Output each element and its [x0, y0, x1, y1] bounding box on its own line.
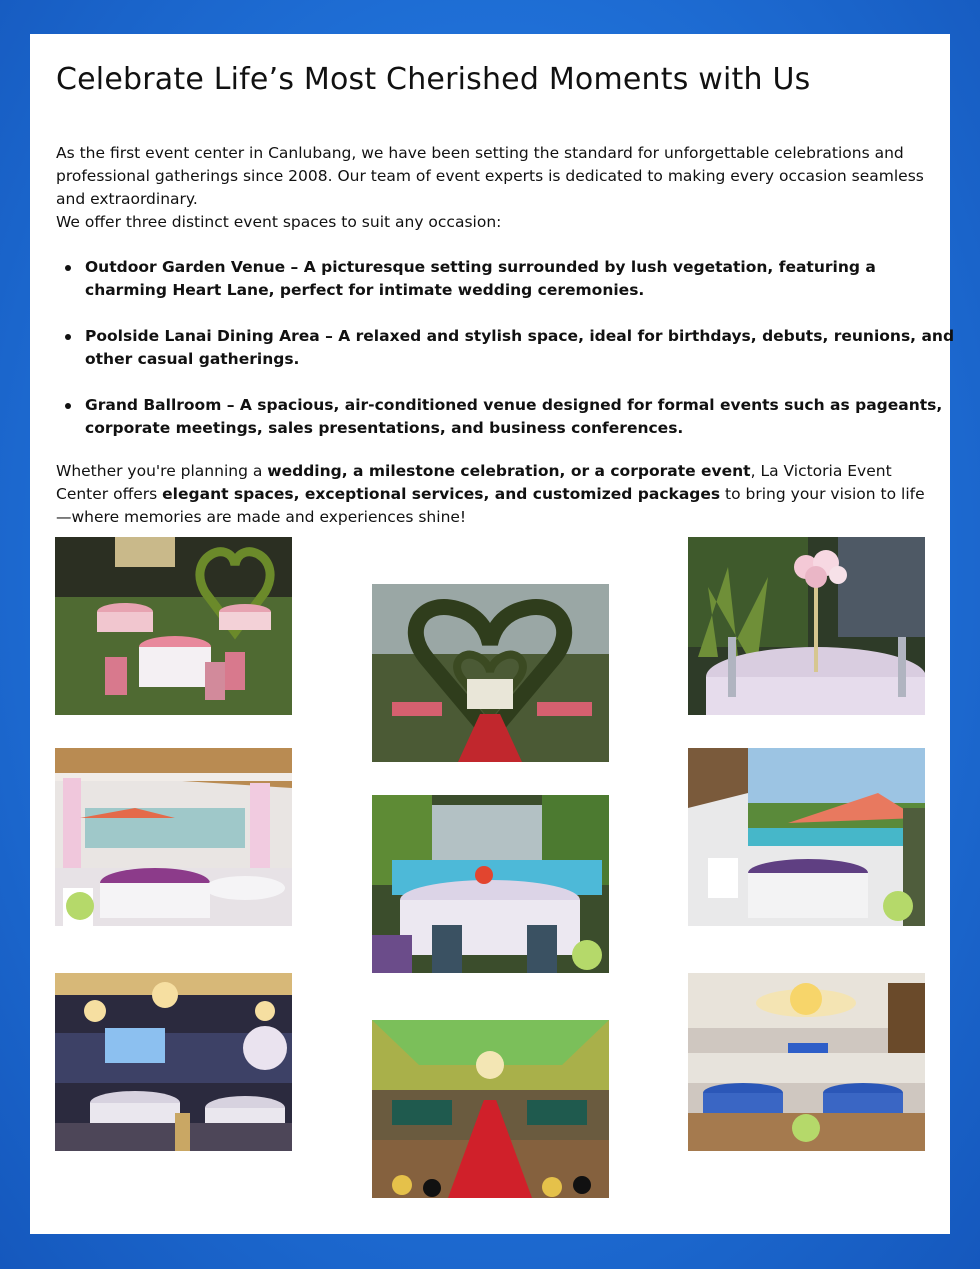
ballroom-red-aisle-photo: [372, 1020, 609, 1198]
intro-offer-line: We offer three distinct event spaces to suit any occasion:: [56, 213, 502, 231]
lanai-dining-photo: [55, 748, 292, 926]
ballroom-blue-tables-image: [688, 973, 925, 1151]
content-card: [30, 34, 955, 1234]
ballroom-stage-image: [55, 973, 292, 1151]
floral-centerpiece-image: [688, 537, 925, 715]
poolside-lanai-image: [688, 748, 925, 926]
ballroom-stage-photo: [55, 973, 292, 1151]
closing-bold-1: wedding, a milestone celebration, or a corporate event: [267, 462, 751, 480]
closing-paragraph: [56, 460, 928, 529]
lanai-dining-image: [55, 748, 292, 926]
ballroom-blue-tables-photo: [688, 973, 925, 1151]
heart-lane-arch-photo: [372, 584, 609, 762]
page-title: Celebrate Life’s Most Cherished Moments with Us: [56, 62, 811, 97]
venue-item-ballroom: Grand Ballroom – A spacious, air-conditioned venue designed for formal events such as pageants, corporate meetings, sales presentations, and business conferences.: [85, 394, 957, 440]
poolside-lanai-photo: [688, 748, 925, 926]
closing-bold-2: elegant spaces, exceptional services, and customized packages: [162, 485, 721, 503]
intro-text: [56, 142, 928, 234]
floral-centerpiece-photo: [688, 537, 925, 715]
closing-text-1: Whether you're planning a: [56, 462, 268, 480]
venue-item-garden: Outdoor Garden Venue – A picturesque setting surrounded by lush vegetation, featuring a charming Heart Lane, perfect for intimate wedding ceremonies.: [85, 256, 957, 302]
closing-text-2: , La Victoria Event Center offers: [56, 462, 892, 503]
heart-lane-arch-image: [372, 584, 609, 762]
ballroom-red-aisle-image: [372, 1020, 609, 1198]
garden-reception-photo: [55, 537, 292, 715]
garden-reception-image: [55, 537, 292, 715]
venue-list: [56, 256, 957, 463]
poolside-table-image: [372, 795, 609, 973]
closing-text-3: to bring your vision to life—where memories are made and experiences shine!: [56, 485, 925, 526]
poolside-table-photo: [372, 795, 609, 973]
venue-item-lanai: Poolside Lanai Dining Area – A relaxed and stylish space, ideal for birthdays, debuts, reunions, and other casual gatherings.: [85, 325, 957, 371]
intro-paragraph: As the first event center in Canlubang, we have been setting the standard for unforgettable celebrations and professional gatherings since 2008. Our team of event experts is dedicated to making every occasion seamless and extraordinary.: [56, 144, 924, 208]
